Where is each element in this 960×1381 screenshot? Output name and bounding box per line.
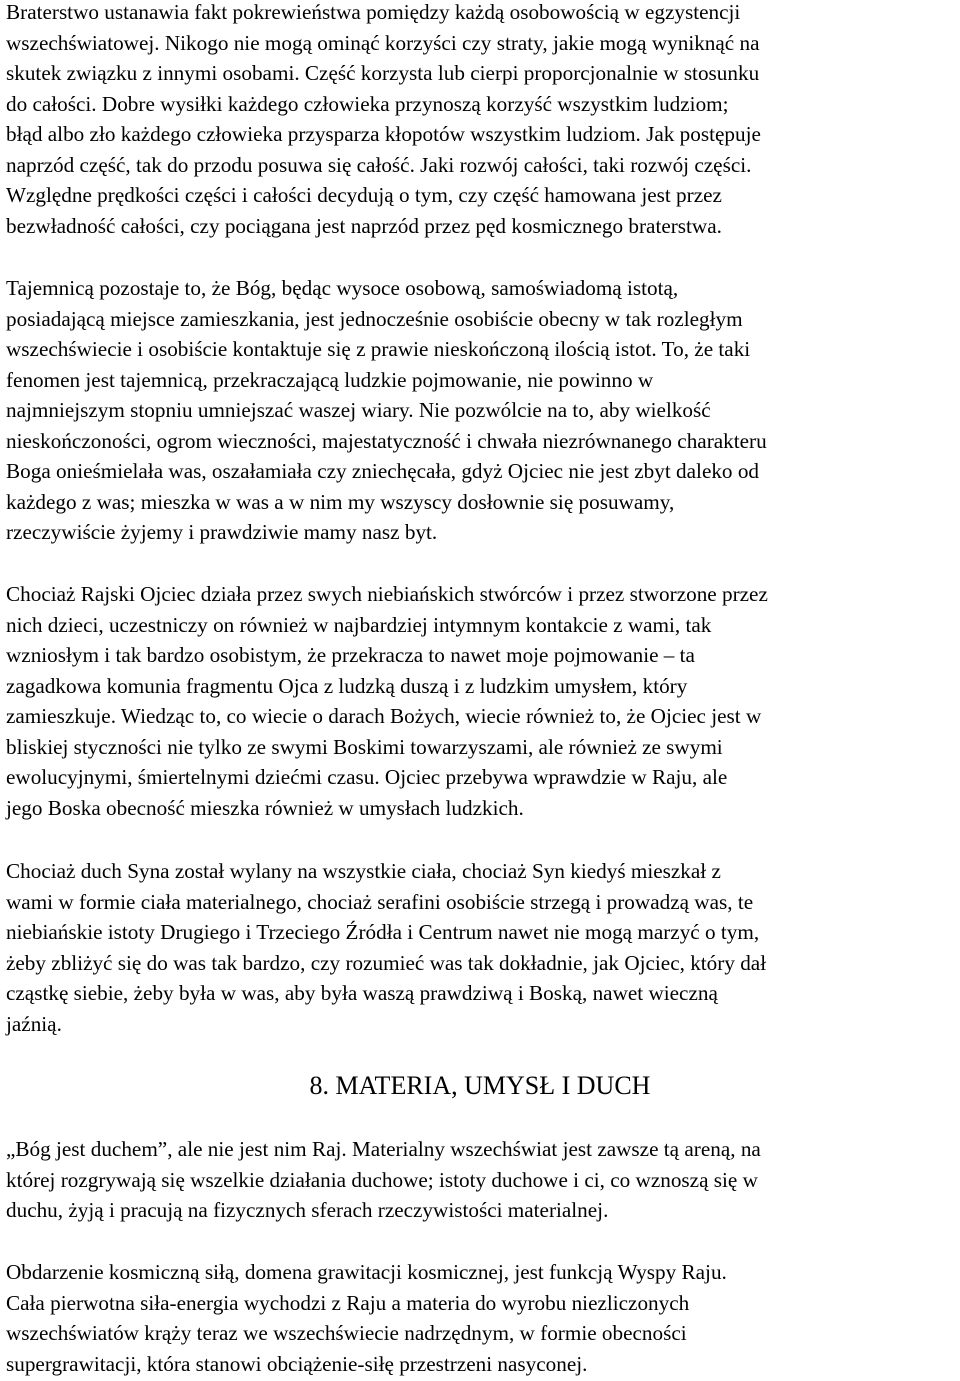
text-line: bezwładność całości, czy pociągana jest naprzód przez pęd kosmicznego braterstwa.: [6, 213, 722, 238]
text-line: Chociaż duch Syna został wylany na wszystkie ciała, chociaż Syn kiedyś mieszkał z: [6, 859, 721, 883]
text-line: najmniejszym stopniu umniejszać waszej wiary. Nie pozwólcie na to, aby wielkość: [6, 398, 711, 423]
text-line: zamieszkuje. Wiedząc to, co wiecie o darach Bożych, wiecie również to, że Ojciec jest w: [6, 704, 762, 729]
text-line: skutek związku z innymi osobami. Część korzysta lub cierpi proporcjonalnie w stosunku: [6, 61, 760, 86]
paragraph-paradise-father: [6, 579, 958, 823]
paragraph-god-is-spirit: [6, 1134, 958, 1226]
text-line: jaźnią.: [6, 1011, 62, 1036]
text-line: wzniosłym i tak bardzo osobistym, że przekracza to nawet moje pojmowanie – ta: [6, 643, 695, 668]
text-line: nich dzieci, uczestniczy on również w najbardziej intymnym kontakcie z wami, tak: [6, 612, 712, 637]
text-line: rzeczywiście żyjemy i prawdziwie mamy nasz byt.: [6, 520, 438, 545]
text-line: posiadającą miejsce zamieszkania, jest jednocześnie osobiście obecny w tak rozległym: [6, 306, 743, 331]
text-line: jego Boska obecność mieszka również w umysłach ludzkich.: [6, 795, 524, 820]
text-line: duchu, żyją i pracują na fizycznych sferach rzeczywistości materialnej.: [6, 1198, 609, 1223]
text-line: każdego z was; mieszka w was a w nim my wszyscy dosłownie się posuwamy,: [6, 489, 675, 514]
text-line: zagadkowa komunia fragmentu Ojca z ludzką duszą i z ludzkim umysłem, który: [6, 673, 688, 698]
text-line: Obdarzenie kosmiczną siłą, domena grawitacji kosmicznej, jest funkcją Wyspy Raju.: [6, 1260, 727, 1284]
text-line: wszechświatowej. Nikogo nie mogą ominąć korzyści czy straty, jakie mogą wyniknąć na: [6, 30, 760, 55]
text-line: błąd albo zło każdego człowieka przysparza kłopotów wszystkim ludziom. Jak postępuje: [6, 122, 761, 147]
text-line: naprzód część, tak do przodu posuwa się całość. Jaki rozwój całości, taki rozwój części.: [6, 152, 752, 177]
text-line: żeby zbliżyć się do was tak bardzo, czy rozumieć was tak dokładnie, jak Ojciec, który dał: [6, 950, 767, 975]
text-line: supergrawitacji, która stanowi obciążenie-siłę przestrzeni nasyconej.: [6, 1351, 588, 1376]
paragraph-cosmic-force: [6, 1257, 958, 1379]
text-line: wszechświecie i osobiście kontaktuje się z prawie nieskończoną ilością istot. To, że taki: [6, 337, 751, 362]
text-line: „Bóg jest duchem”, ale nie jest nim Raj. Materialny wszechświat jest zawsze tą areną, na: [6, 1137, 761, 1161]
text-line: bliskiej styczności nie tylko ze swymi Boskimi towarzyszami, ale również ze swymi: [6, 734, 723, 759]
paragraph-mystery: [6, 273, 958, 548]
text-line: niebiańskie istoty Drugiego i Trzeciego Źródła i Centrum nawet nie mogą marzyć o tym,: [6, 920, 760, 945]
section-heading: 8. MATERIA, UMYSŁ I DUCH: [309, 1071, 651, 1100]
text-line: cząstkę siebie, żeby była w was, aby była waszą prawdziwą i Boską, nawet wieczną: [6, 981, 718, 1006]
text-line: Względne prędkości części i całości decydują o tym, czy część hamowana jest przez: [6, 183, 722, 208]
text-line: do całości. Dobre wysiłki każdego człowieka przynoszą korzyść wszystkim ludziom;: [6, 91, 729, 116]
text-line: której rozgrywają się wszelkie działania duchowe; istoty duchowe i ci, co wznoszą się w: [6, 1167, 758, 1192]
text-line: Cała pierwotna siła-energia wychodzi z Raju a materia do wyrobu niezliczonych: [6, 1290, 690, 1315]
text-line: Chociaż Rajski Ojciec działa przez swych niebiańskich stwórców i przez stworzone przez: [6, 582, 768, 606]
text-line: wszechświatów krąży teraz we wszechświecie nadrzędnym, w formie obecności: [6, 1321, 687, 1346]
text-line: Braterstwo ustanawia fakt pokrewieństwa pomiędzy każdą osobowością w egzystencji: [6, 0, 741, 24]
text-line: wami w formie ciała materialnego, chociaż serafini osobiście strzegą i prowadzą was, te: [6, 889, 754, 914]
paragraph-son-spirit: [6, 856, 958, 1039]
text-line: Boga onieśmielała was, oszałamiała czy zniechęcała, gdyż Ojciec nie jest zbyt daleko od: [6, 459, 760, 484]
text-line: Tajemnicą pozostaje to, że Bóg, będąc wysoce osobową, samoświadomą istotą,: [6, 276, 679, 300]
text-line: fenomen jest tajemnicą, przekraczającą ludzkie pojmowanie, nie powinno w: [6, 367, 654, 392]
text-line: nieskończoności, ogrom wieczności, majestatyczność i chwała niezrównanego charakteru: [6, 428, 767, 453]
paragraph-brotherhood: [6, 0, 958, 241]
text-line: ewolucyjnymi, śmiertelnymi dziećmi czasu. Ojciec przebywa wprawdzie w Raju, ale: [6, 765, 728, 790]
